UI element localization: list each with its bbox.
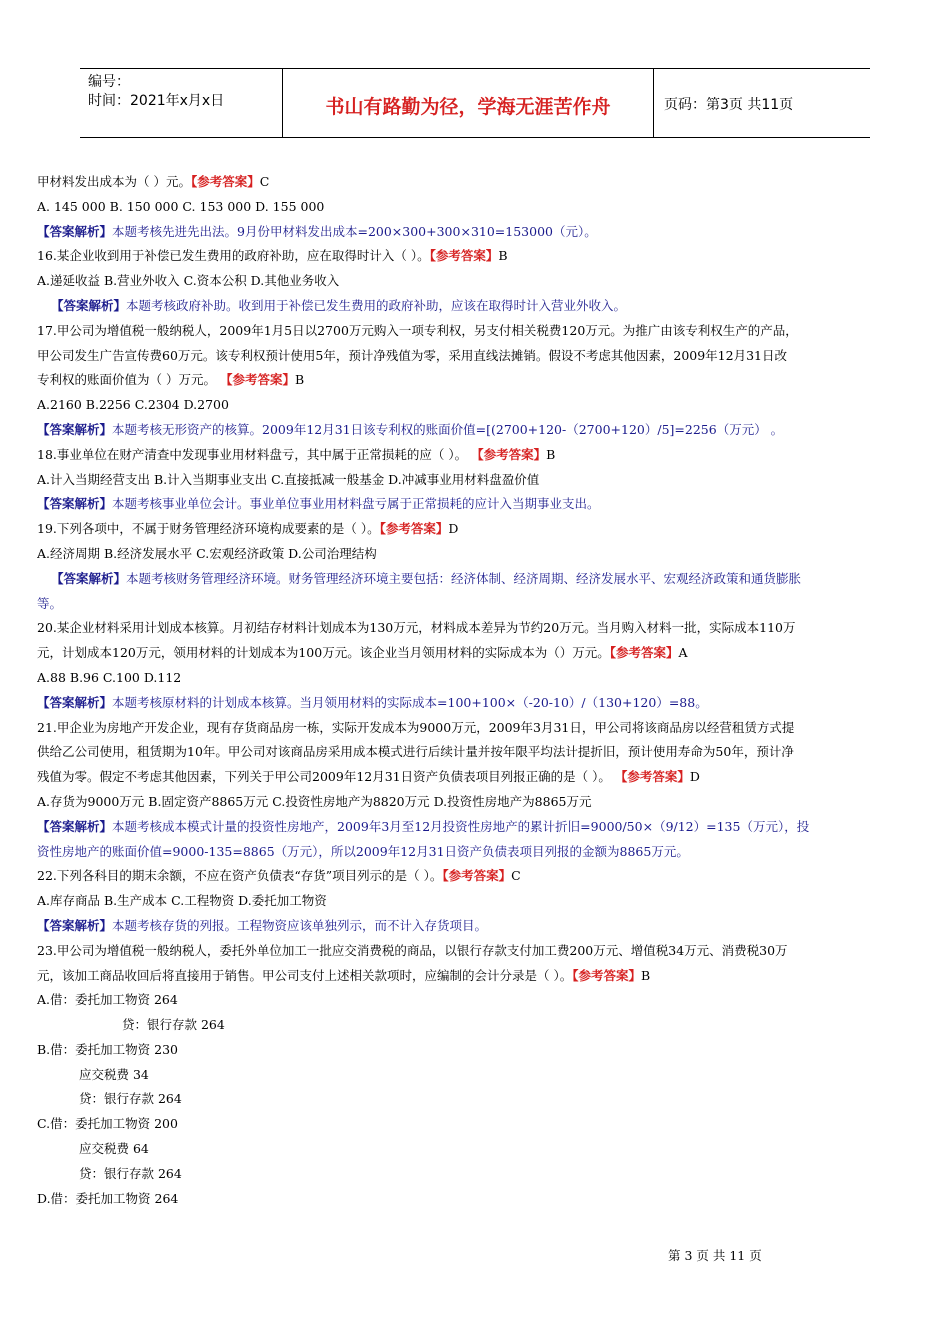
text-span: 本题考核财务管理经济环境。财务管理经济环境主要包括：经济体制、经济周期、经济发展水平、宏观经济政策和通货膨胀 [126,570,802,586]
text-line [37,740,913,765]
text-line [37,517,913,542]
text-line [37,393,913,418]
text-line [37,195,913,220]
text-line [37,542,913,567]
text-span: B [546,446,556,462]
text-line [37,1112,913,1137]
text-line [37,716,913,741]
text-span: 贷：银行存款 264 [122,1017,225,1033]
document-number-label: 编号： [88,74,130,90]
text-line [37,418,913,443]
answer-tag: 【参考答案】 [379,521,449,537]
text-span: 元，该加工商品收回后将直接用于销售。甲公司支付上述相关款项时，应编制的会计分录是（ ）。 [37,967,573,983]
answer-tag: 【参考答案】 [219,372,295,388]
text-span: 20.某企业材料采用计划成本核算。月初结存材料计划成本为130万元，材料成本差异为节约20万元。当月购入材料一批，实际成本110万 [37,620,796,636]
text-span: D.借：委托加工物资 264 [37,1190,179,1206]
text-span: 资性房地产的账面价值=9000-135=8865（万元），所以2009年12月31日资产负债表项目列报的金额为8865万元。 [37,843,689,859]
footer-page-number: 第 3 页 共 11 页 [668,1248,762,1263]
text-span: 本题考核政府补助。收到用于补偿已发生费用的政府补助，应该在取得时计入营业外收入。 [126,297,627,313]
text-span: D [448,521,459,537]
text-span: B [641,967,651,983]
page-header [80,68,870,138]
text-line [37,244,913,269]
text-line [37,939,913,964]
text-span: 19.下列各项中，不属于财务管理经济环境构成要素的是（ ）。 [37,521,380,537]
text-span: 元，计划成本120万元，领用材料的计划成本为100万元。该企业当月领用材料的实际成本为（）万元。 [37,645,610,661]
text-line [37,294,913,319]
text-line [37,1187,913,1212]
header-motto: 书山有路勤为径，学海无涯苦作舟 [282,69,654,137]
text-line [37,964,913,989]
text-span: A [678,645,688,661]
text-span: 应交税费 64 [79,1141,149,1157]
text-span: 22.下列各科目的期末余额，不应在资产负债表“存货”项目列示的是（ ）。 [37,868,443,884]
text-line [37,1063,913,1088]
text-span: 贷：银行存款 264 [79,1091,182,1107]
text-line [37,492,913,517]
answer-tag: 【参考答案】 [609,645,679,661]
text-line [37,220,913,245]
text-span: A.递延收益 B.营业外收入 C.资本公积 D.其他业务收入 [37,273,340,289]
text-span: 专利权的账面价值为（ ）万元。 [37,372,220,388]
text-line [37,1013,913,1038]
text-span: A.库存商品 B.生产成本 C.工程物资 D.委托加工物资 [37,893,327,909]
text-line [37,815,913,840]
text-line [37,1038,913,1063]
text-line [37,840,913,865]
text-span: C [511,868,521,884]
header-meta [80,69,282,137]
text-line [37,889,913,914]
text-span: D [689,769,700,785]
text-line [37,170,913,195]
text-span: 本题考核先进先出法。9月份甲材料发出成本=200×300+300×310=153000（元）。 [112,223,597,239]
text-span: 21.甲企业为房地产开发企业，现有存货商品房一栋，实际开发成本为9000万元，2009年3月31日，甲公司将该商品房以经营租赁方式提 [37,719,795,735]
text-line [37,988,913,1013]
text-span: 贷：银行存款 264 [79,1165,182,1181]
answer-tag: 【答案解析】 [37,223,113,239]
text-span: B [498,248,508,264]
text-span: A.存货为9000万元 B.固定资产8865万元 C.投资性房地产为8820万元 D.投资性房地产为8865万元 [37,793,592,809]
text-line [37,1137,913,1162]
answer-tag: 【答案解析】 [37,818,113,834]
text-span: A.借：委托加工物资 264 [37,992,178,1008]
answer-tag: 【答案解析】 [37,694,113,710]
header-page-info: 页码：第3页 共11页 [664,97,794,113]
text-line [37,344,913,369]
text-span: 等。 [37,595,63,611]
text-span: 残值为零。假定不考虑其他因素，下列关于甲公司2009年12月31日资产负债表项目列报正确的是（ ）。 [37,769,615,785]
text-span: 供给乙公司使用，租赁期为10年。甲公司对该商品房采用成本模式进行后续计量并按年限平均法计提折旧，预计使用寿命为50年，预计净 [37,744,794,760]
text-span: A. 145 000 B. 150 000 C. 153 000 D. 155 000 [37,198,325,214]
text-span: A.计入当期经营支出 B.计入当期事业支出 C.直接抵减一般基金 D.冲减事业用材料盘盈价值 [37,471,540,487]
text-line [37,616,913,641]
text-span: 应交税费 34 [79,1066,149,1082]
answer-tag: 【参考答案】 [442,868,512,884]
text-line [37,1162,913,1187]
text-line [37,1087,913,1112]
answer-tag: 【参考答案】 [429,248,499,264]
text-span: A.88 B.96 C.100 D.112 [37,669,182,685]
text-line [37,468,913,493]
text-span: A.2160 B.2256 C.2304 D.2700 [37,397,229,413]
text-span: 本题考核无形资产的核算。2009年12月31日该专利权的账面价值=[(2700+120-（2700+120）/5]=2256（万元） 。 [112,421,784,437]
text-line [37,691,913,716]
text-span: 23.甲公司为增值税一般纳税人，委托外单位加工一批应交消费税的商品，以银行存款支付加工费200万元、增值税34万元、消费税30万 [37,942,788,958]
text-span: 本题考核事业单位会计。事业单位事业用材料盘亏属于正常损耗的应计入当期事业支出。 [112,496,600,512]
text-line [37,319,913,344]
text-line [37,443,913,468]
answer-tag: 【参考答案】 [471,446,547,462]
text-line [37,790,913,815]
text-line [37,666,913,691]
text-span: 18.事业单位在财产清查中发现事业用材料盘亏，其中属于正常损耗的应（ ）。 [37,446,472,462]
text-span: C.借：委托加工物资 200 [37,1116,178,1132]
text-line [37,641,913,666]
text-span: 本题考核成本模式计量的投资性房地产，2009年3月至12月投资性房地产的累计折旧=9000/50×（9/12）=135（万元），投 [112,818,810,834]
text-line [37,864,913,889]
text-span: 本题考核存货的列报。工程物资应该单独列示，而不计入存货项目。 [112,917,488,933]
answer-tag: 【答案解析】 [37,421,113,437]
text-span: 甲公司发生广告宣传费60万元。该专利权预计使用5年，预计净残值为零，采用直线法摊销。假设不考虑其他因素，2009年12月31日改 [37,347,787,363]
text-line [37,914,913,939]
text-line [37,765,913,790]
text-line [37,269,913,294]
text-line [37,592,913,617]
text-span: 甲材料发出成本为（ ）元。 [37,174,191,189]
answer-tag: 【答案解析】 [37,496,113,512]
text-span: 本题考核原材料的计划成本核算。当月领用材料的实际成本=100+100×（-20-10）/（130+120）=88。 [112,694,708,710]
document-body [37,170,913,1211]
text-span: A.经济周期 B.经济发展水平 C.宏观经济政策 D.公司治理结构 [37,545,377,561]
text-span: B [294,372,305,388]
text-line [37,368,913,393]
text-line [37,567,913,592]
text-span: C [259,174,270,189]
answer-tag: 【参考答案】 [190,174,260,189]
answer-tag: 【参考答案】 [614,769,690,785]
answer-tag: 【答案解析】 [37,917,113,933]
text-span: 16.某企业收到用于补偿已发生费用的政府补助，应在取得时计入（ ）。 [37,248,430,264]
text-span: 17.甲公司为增值税一般纳税人，2009年1月5日以2700万元购入一项专利权，另支付相关税费120万元。为推广由该专利权生产的产品， [37,322,798,338]
document-time-label: 时间：2021年x月x日 [88,93,225,109]
text-span: B.借：委托加工物资 230 [37,1041,178,1057]
answer-tag: 【答案解析】 [51,570,127,586]
answer-tag: 【答案解析】 [51,297,127,313]
answer-tag: 【参考答案】 [572,967,641,983]
